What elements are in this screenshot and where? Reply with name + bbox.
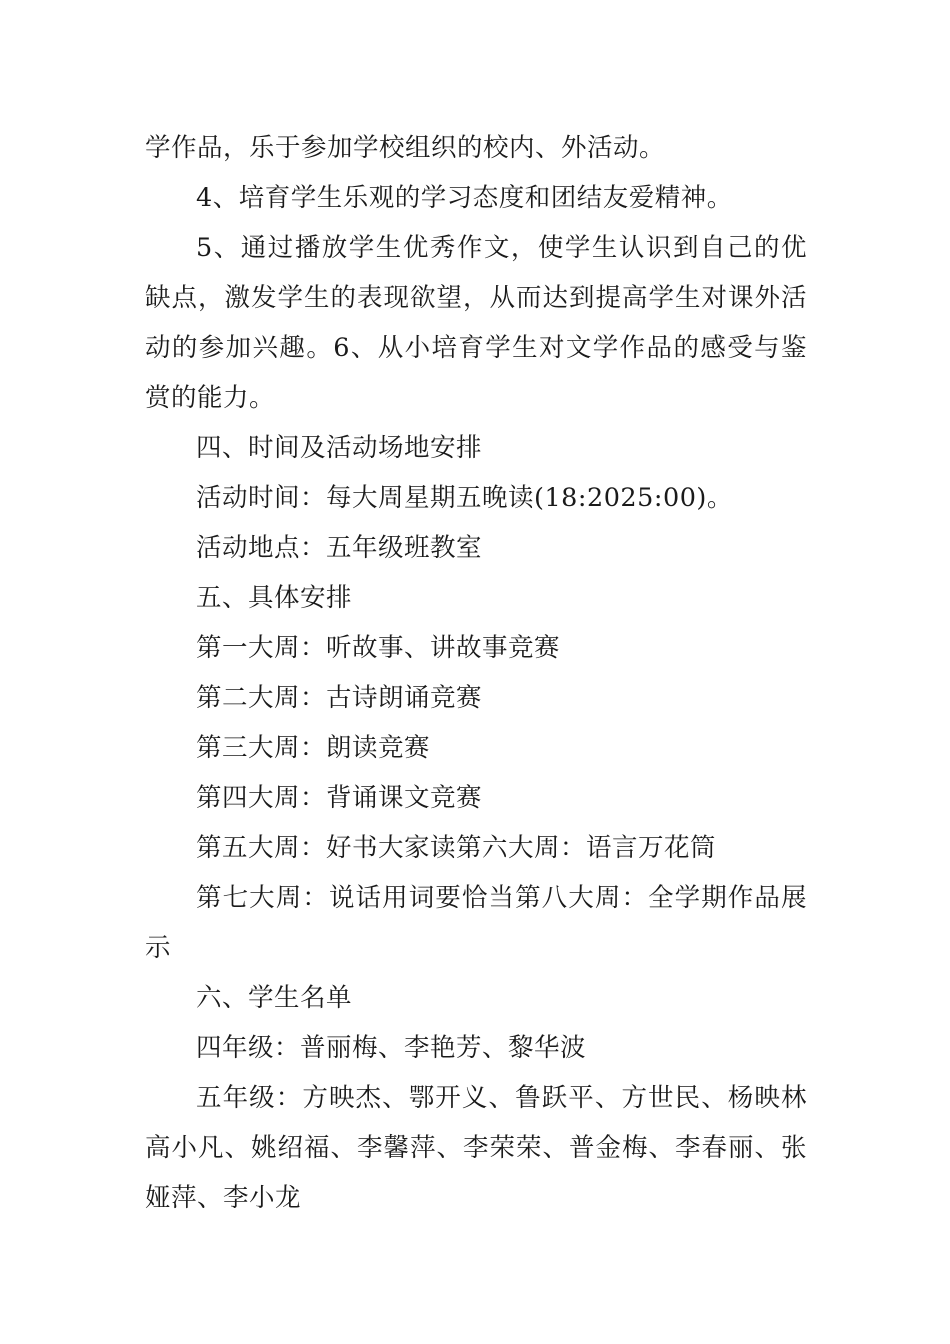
activity-location: 活动地点：五年级班教室	[196, 533, 483, 563]
paragraph-continuation: 学作品，乐于参加学校组织的校内、外活动。	[145, 133, 666, 163]
schedule-week-3: 第三大周：朗读竞赛	[196, 733, 431, 763]
student-list-grade-5: 五年级：方映杰、鄂开义、鲁跃平、方世民、杨映林高小凡、姚绍福、李馨萍、李荣荣、普金梅、李春丽、张娅萍、李小龙	[145, 1083, 807, 1213]
section-heading-time-place: 四、时间及活动场地安排	[196, 433, 483, 463]
document-body	[145, 123, 807, 1223]
paragraph-goal-5-6: 5、通过播放学生优秀作文，使学生认识到自己的优缺点，激发学生的表现欲望，从而达到提高学生对课外活动的参加兴趣。6、从小培育学生对文学作品的感受与鉴赏的能力。	[145, 233, 807, 413]
section-heading-schedule: 五、具体安排	[196, 583, 353, 613]
schedule-week-4: 第四大周：背诵课文竞赛	[196, 783, 483, 813]
student-list-grade-4: 四年级：普丽梅、李艳芳、黎华波	[196, 1033, 587, 1063]
schedule-week-2: 第二大周：古诗朗诵竞赛	[196, 683, 483, 713]
schedule-week-5-6: 第五大周：好书大家读第六大周：语言万花筒	[196, 833, 717, 863]
schedule-week-7-8: 第七大周：说话用词要恰当第八大周：全学期作品展示	[145, 883, 807, 963]
schedule-week-1: 第一大周：听故事、讲故事竞赛	[196, 633, 561, 663]
activity-time: 活动时间：每大周星期五晚读(18:2025:00)。	[196, 483, 733, 513]
section-heading-student-list: 六、学生名单	[196, 983, 353, 1013]
paragraph-goal-4: 4、培育学生乐观的学习态度和团结友爱精神。	[196, 183, 733, 213]
